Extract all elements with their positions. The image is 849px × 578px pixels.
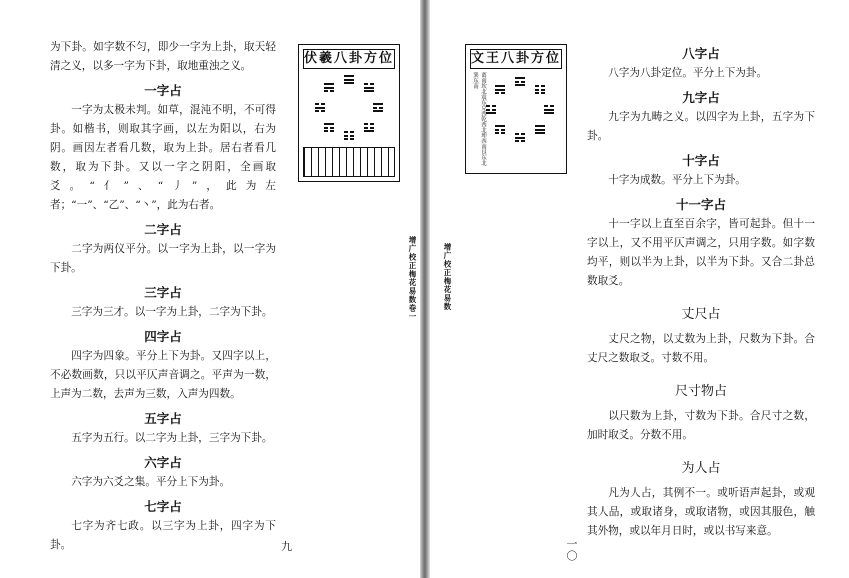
section-body: 八字为八卦定位。平分上下为卦。: [608, 67, 768, 79]
figure-caption: 离南坎北震东兑西乾西北坤西南艮东北巽东南: [472, 72, 486, 166]
section-title: 七字占: [144, 499, 182, 514]
section-title: 五字占: [144, 411, 182, 426]
page-number: 九: [281, 540, 292, 553]
section-title: 四字占: [144, 329, 182, 344]
intro-paragraph: 为下卦。如字数不匀，即少一字为上卦，取天轻清之义，以多一字为下卦，取地重浊之义。: [50, 41, 276, 72]
section-title: 尺寸物占: [674, 384, 727, 399]
trigram-icon: [373, 103, 383, 114]
section-body: 三字为三才。以一字为上卦，二字为下卦。: [71, 306, 273, 318]
trigram-icon: [515, 77, 525, 88]
section-title: 三字占: [144, 285, 182, 300]
right-text-column: [587, 44, 815, 541]
fuxi-bagua-figure: [298, 44, 400, 182]
section-body: 七字为齐七政。以三字为上卦，四字为下卦。: [50, 520, 276, 551]
trigram-icon: [495, 85, 505, 96]
section-body: 五字为五行。以二字为上卦，三字为下卦。: [71, 432, 273, 444]
section-title: 一字占: [144, 83, 182, 98]
left-text-column: [50, 38, 276, 555]
book-gutter: [420, 0, 430, 578]
section-body: 凡为人占，其例不一。或听语声起卦，或观其人品，或取诸身，或取诸物，或因其服色，触其外物，或以年月日时，或以书写来意。: [587, 487, 815, 537]
trigram-icon: [515, 133, 525, 144]
bagua-diagram: [484, 75, 556, 147]
trigram-icon: [324, 123, 334, 134]
figure-table: [303, 147, 395, 177]
section-title: 十一字占: [675, 197, 726, 212]
side-running-title: 增广校正梅花易数: [443, 243, 452, 311]
page-number: 一〇: [565, 538, 578, 562]
section-title: 二字占: [144, 222, 182, 237]
trigram-icon: [495, 125, 505, 136]
trigram-icon: [324, 83, 334, 94]
section-title: 为人占: [681, 461, 721, 476]
bagua-diagram: [313, 73, 385, 145]
trigram-icon: [535, 125, 545, 136]
section-title: 八字占: [682, 46, 720, 61]
right-page: [430, 0, 849, 578]
section-body: 四字为四象。平分上下为卦。又四字以上，不必数画数，只以平仄声音调之。平声为一数，上声为二数，去声为三数，入声为四数。: [50, 350, 276, 400]
section-title: 六字占: [144, 455, 182, 470]
figure-title: 伏羲八卦方位: [303, 49, 395, 69]
trigram-icon: [344, 75, 354, 86]
section-title: 十字占: [682, 153, 720, 168]
section-body: 一字为太极未判。如草，混沌不明，不可得卦。如楷书，则取其字画，以左为阳以，右为阴。画因左者看几数，取为上卦。居右者看几数，取为下卦。又以一字之阴阳，全画取爻。“亻”、“丿”，此为左者；“一”、“乙”、“丶”，此为右者。: [50, 104, 276, 211]
trigram-icon: [364, 83, 374, 94]
section-body: 九字为九畴之义。以四字为上卦，五字为下卦。: [587, 111, 815, 142]
section-body: 以尺数为上卦，寸数为下卦。合尺寸之数，加时取爻。分数不用。: [587, 410, 815, 441]
left-page: [0, 0, 420, 578]
section-body: 二字为两仪平分。以一字为上卦，以一字为下卦。: [50, 243, 276, 274]
section-title: 九字占: [682, 90, 720, 105]
side-running-title: 增广校正梅花易数卷一: [408, 236, 417, 321]
section-body: 十一字以上直至百余字，皆可起卦。但十一字以上，又不用平仄声调之，只用字数。如字数均平，则以半为上卦，以半为下卦。又合二卦总数取爻。: [587, 218, 815, 287]
wenwang-bagua-figure: [465, 44, 567, 174]
trigram-icon: [544, 105, 554, 116]
section-title: 丈尺占: [681, 307, 721, 322]
trigram-icon: [315, 103, 325, 114]
trigram-icon: [535, 85, 545, 96]
trigram-icon: [364, 123, 374, 134]
figure-title: 文王八卦方位: [470, 49, 562, 69]
trigram-icon: [486, 105, 496, 116]
section-body: 丈尺之物，以丈数为上卦，尺数为下卦。合丈尺之数取爻。寸数不用。: [587, 333, 815, 364]
section-body: 十字为成数。平分上下为卦。: [608, 174, 746, 186]
section-body: 六字为六爻之集。平分上下为卦。: [71, 476, 231, 488]
trigram-icon: [344, 131, 354, 142]
